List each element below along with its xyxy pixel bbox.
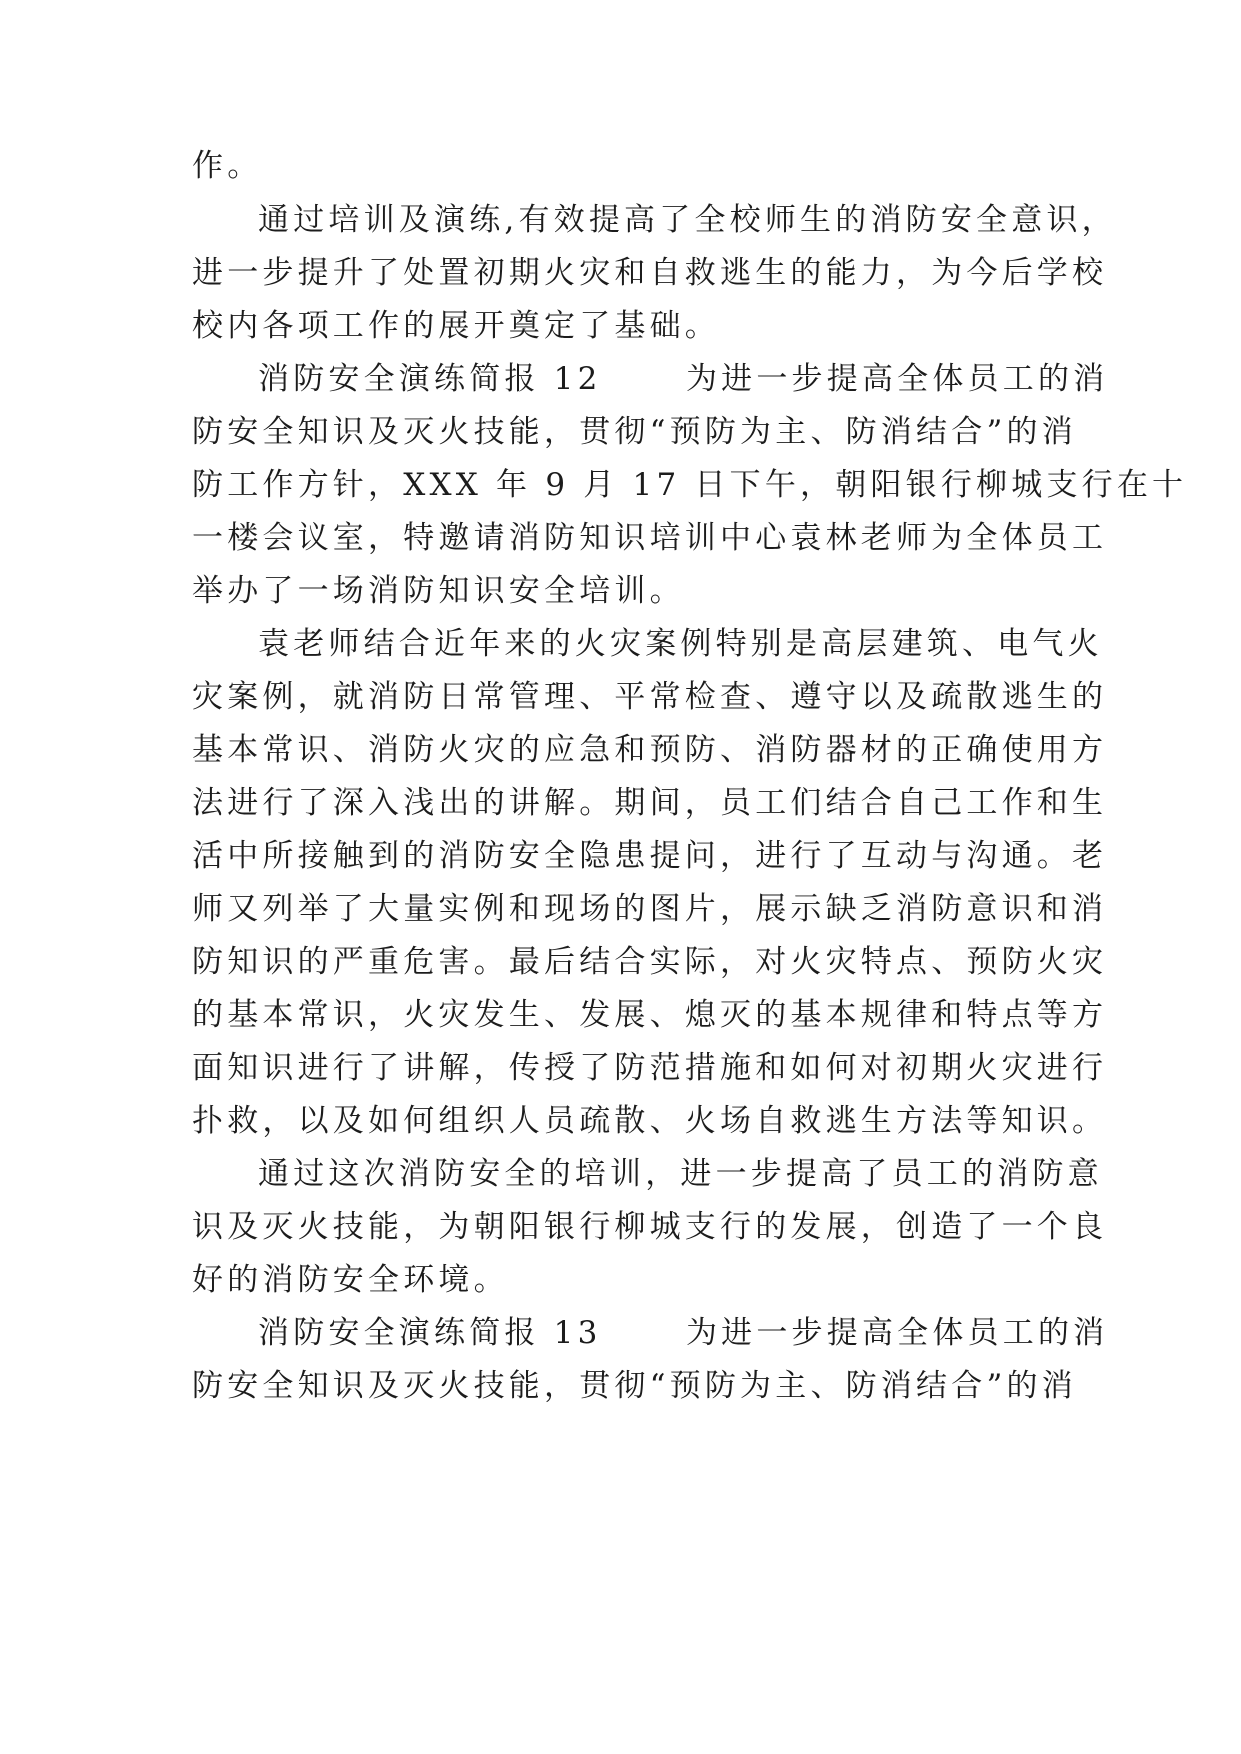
text-line: 通过培训及演练,有效提高了全校师生的消防安全意识， [258, 202, 1117, 238]
text-line: 防安全知识及灭火技能，贯彻“预防为主、防消结合”的消 [192, 414, 1077, 450]
text-line: 校内各项工作的展开奠定了基础。 [192, 308, 720, 344]
text-line: 识及灭火技能，为朝阳银行柳城支行的发展，创造了一个良 [192, 1209, 1108, 1245]
text-line: 进一步提升了处置初期火灾和自救逃生的能力，为今后学校 [192, 255, 1108, 291]
text-line: 活中所接触到的消防安全隐患提问，进行了互动与沟通。老 [192, 838, 1108, 874]
text-line: 消防安全演练简报 12 为进一步提高全体员工的消 [258, 361, 1109, 397]
text-line: 的基本常识，火灾发生、发展、熄灭的基本规律和特点等方 [192, 997, 1108, 1033]
text-line: 面知识进行了讲解，传授了防范措施和如何对初期火灾进行 [192, 1050, 1108, 1086]
text-line: 消防安全演练简报 13 为进一步提高全体员工的消 [258, 1315, 1109, 1351]
text-line: 基本常识、消防火灾的应急和预防、消防器材的正确使用方 [192, 732, 1108, 768]
text-line: 防知识的严重危害。最后结合实际，对火灾特点、预防火灾 [192, 944, 1108, 980]
text-line: 一楼会议室，特邀请消防知识培训中心袁林老师为全体员工 [192, 520, 1108, 556]
text-line: 作。 [192, 148, 263, 184]
text-line: 灾案例，就消防日常管理、平常检查、遵守以及疏散逃生的 [192, 679, 1108, 715]
text-line: 师又列举了大量实例和现场的图片，展示缺乏消防意识和消 [192, 891, 1108, 927]
text-line: 举办了一场消防知识安全培训。 [192, 573, 685, 609]
text-line: 袁老师结合近年来的火灾案例特别是高层建筑、电气火 [258, 626, 1103, 662]
text-line: 扑救，以及如何组织人员疏散、火场自救逃生方法等知识。 [192, 1103, 1108, 1139]
text-line: 通过这次消防安全的培训，进一步提高了员工的消防意 [258, 1156, 1103, 1192]
text-line: 法进行了深入浅出的讲解。期间，员工们结合自己工作和生 [192, 785, 1108, 821]
text-line: 好的消防安全环境。 [192, 1262, 509, 1298]
text-line: 防安全知识及灭火技能，贯彻“预防为主、防消结合”的消 [192, 1368, 1077, 1404]
text-line: 防工作方针，XXX 年 9 月 17 日下午，朝阳银行柳城支行在十 [192, 467, 1188, 503]
